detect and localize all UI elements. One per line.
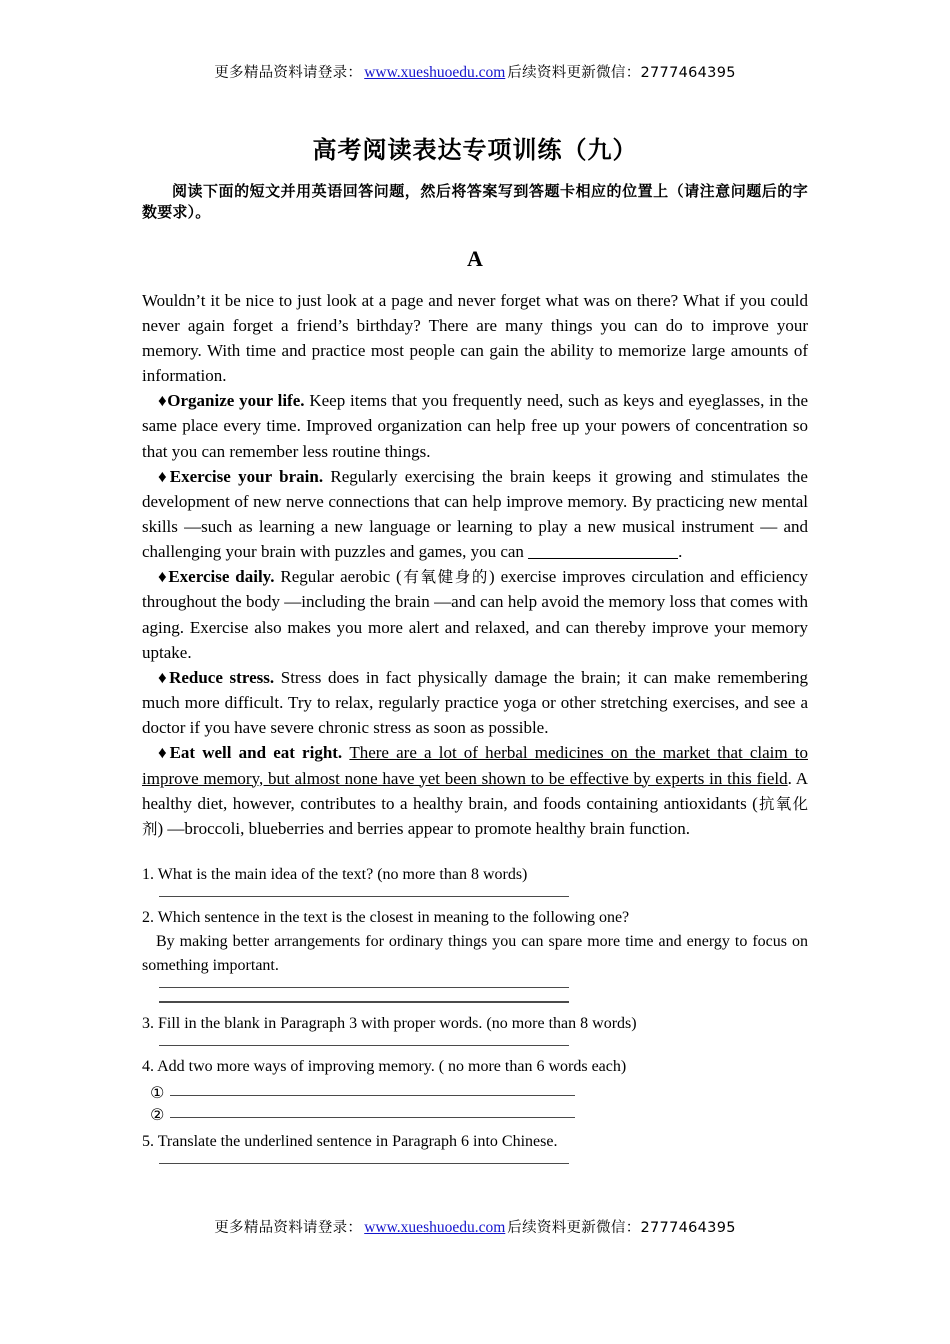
section-letter: A [467, 245, 483, 271]
footer-banner-link[interactable]: www.xueshuoedu.com [364, 1219, 506, 1236]
header-banner-prefix: 更多精品资料请登录： [214, 65, 363, 81]
circled-number-2-icon: ② [150, 1104, 165, 1124]
page-title: 高考阅读表达专项训练（九） [312, 136, 638, 164]
question-1: 1. What is the main idea of the text? (no more than 8 words) [142, 866, 528, 884]
header-banner-suffix: 后续资料更新微信：2777464395 [507, 65, 736, 81]
diamond-bullet-icon: ♦ [158, 567, 169, 587]
item-body-reduce-stress: Stress does in fact physically damage the brain; it can make remembering much more difficult. Try to relax, regularly practice yoga or other stretching exercises, and see a doctor if you have severe chronic stress as soon as possible. [142, 667, 808, 738]
instruction-text: 阅读下面的短文并用英语回答问题，然后将答案写到答题卡相应的位置上（请注意问题后的字数要求）。 [142, 182, 808, 222]
item-lead-eat-well: Eat well and eat right. [169, 743, 343, 763]
answer-line-q4-1[interactable] [170, 1095, 575, 1096]
item-body-eat-well-p1: . A healthy diet, however, contributes to a healthy brain, and foods containing antioxidants ( [142, 768, 808, 813]
item-body-exercise-brain-before: Regularly exercising the brain keeps it growing and stimulates the development of new nerve connections that can help improve memory. By practicing new mental skills —such as learning a new language or learning to play a new musical instrument — and challenging your brain with puzzles and games, you can [142, 466, 808, 562]
item-body-eat-well-p2: ) —broccoli, blueberries and berries appear to promote healthy brain function. [157, 818, 690, 838]
passage-item-reduce-stress [142, 665, 808, 740]
passage-item-organize [142, 388, 808, 463]
document-body [142, 130, 808, 1164]
question-3: 3. Fill in the blank in Paragraph 3 with proper words. (no more than 8 words) [142, 1014, 637, 1032]
item-lead-exercise-brain: Exercise your brain. [169, 466, 324, 486]
underlined-sentence: There are a lot of herbal medicines on the market that claim to improve memory, but almost none have yet been shown to be effective by experts in this field [142, 743, 808, 788]
item-lead-organize: Organize your life. [167, 391, 305, 411]
item-lead-exercise-daily: Exercise daily. [168, 567, 275, 587]
footer-banner [142, 1219, 808, 1238]
answer-line-q4-2[interactable] [170, 1117, 575, 1118]
question-5: 5. Translate the underlined sentence in Paragraph 6 into Chinese. [142, 1132, 558, 1150]
question-4: 4. Add two more ways of improving memory. ( no more than 6 words each) [142, 1057, 627, 1075]
gloss-antioxidants: 抗氧化剂 [142, 794, 808, 838]
footer-banner-suffix: 后续资料更新微信：2777464395 [507, 1220, 736, 1236]
item-body-exercise-daily-p1: Regular aerobic ( [274, 567, 402, 587]
question-2-sentence: By making better arrangements for ordinary things you can spare more time and energy to focus on something important. [142, 933, 808, 975]
passage-item-eat-well [142, 740, 808, 841]
passage-intro: Wouldn’t it be nice to just look at a page and never forget what was on there? What if you could never again forget a friend’s birthday? There are many things you can do to improve your memory. With time and practice most people can gain the ability to memorize large amounts of information. [142, 290, 808, 386]
gloss-aerobic: 有氧健身的 [401, 568, 490, 587]
footer-banner-prefix: 更多精品资料请登录： [214, 1220, 363, 1236]
item-body-exercise-brain-after: . [678, 542, 683, 562]
answer-row-q4-2 [142, 1105, 808, 1124]
passage-item-exercise-brain [142, 464, 808, 565]
answer-row-q4-1 [142, 1083, 808, 1102]
header-banner [142, 64, 808, 83]
item-body-organize: Keep items that you frequently need, such as keys and eyeglasses, in the same place every time. Improved organization can help free up your powers of concentration so that you can remember less routine things. [142, 391, 808, 461]
diamond-bullet-icon: ♦ [158, 743, 170, 763]
diamond-bullet-icon: ♦ [158, 466, 170, 486]
diamond-bullet-icon: ♦ [158, 667, 170, 687]
circled-number-1-icon: ① [150, 1082, 165, 1102]
answer-line-q5[interactable] [159, 1163, 569, 1164]
inline-fill-blank [528, 558, 678, 559]
item-lead-reduce-stress: Reduce stress. [169, 667, 275, 687]
item-body-exercise-daily-p2: ) exercise improves circulation and efficiency throughout the body —including the brain —and can help avoid the memory loss that comes with aging. Exercise also makes you more alert and relaxed, and can thereby improve your memory uptake. [142, 567, 808, 662]
diamond-bullet-icon: ♦ [158, 391, 168, 411]
header-banner-link[interactable]: www.xueshuoedu.com [364, 64, 506, 81]
passage-item-exercise-daily [142, 564, 808, 665]
question-2: 2. Which sentence in the text is the closest in meaning to the following one? [142, 909, 630, 927]
